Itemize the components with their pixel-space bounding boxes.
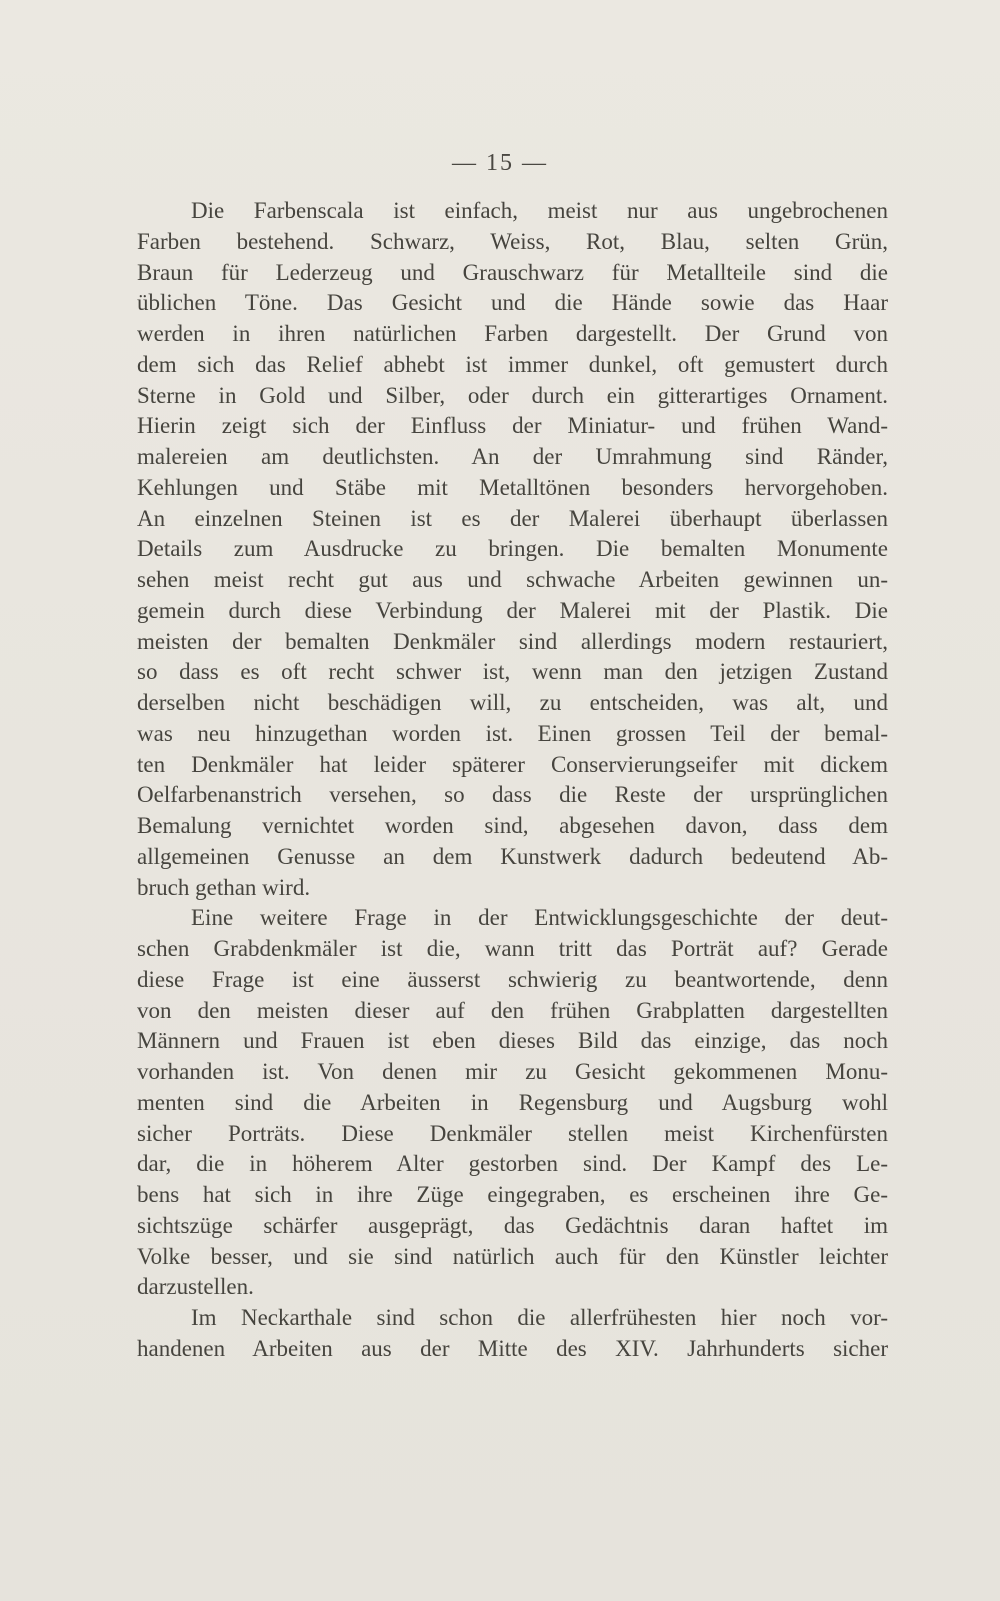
text-line: so dass es oft recht schwer ist, wenn man den jetzigen Zustand bbox=[137, 659, 888, 685]
text-line: von den meisten dieser auf den frühen Grabplatten dargestellten bbox=[137, 997, 888, 1023]
text-line: Oelfarbenanstrich versehen, so dass die Reste der ursprünglichen bbox=[137, 782, 888, 808]
text-line: dem sich das Relief abhebt ist immer dunkel, oft gemustert durch bbox=[137, 351, 888, 377]
text-line: allgemeinen Genusse an dem Kunstwerk dadurch bedeutend Ab- bbox=[137, 843, 888, 869]
text-line: was neu hinzugethan worden ist. Einen grossen Teil der bemal- bbox=[137, 720, 888, 746]
text-line: üblichen Töne. Das Gesicht und die Hände sowie das Haar bbox=[137, 290, 888, 316]
text-line: Bemalung vernichtet worden sind, abgesehen davon, dass dem bbox=[137, 813, 888, 838]
text-line: derselben nicht beschädigen will, zu entscheiden, was alt, und bbox=[137, 690, 888, 715]
text-line: bens hat sich in ihre Züge eingegraben, es erscheinen ihre Ge- bbox=[137, 1182, 888, 1207]
text-line: ten Denkmäler hat leider späterer Conservierungseifer mit dickem bbox=[137, 751, 888, 777]
text-line: Farben bestehend. Schwarz, Weiss, Rot, Blau, selten Grün, bbox=[137, 228, 888, 254]
text-line: diese Frage ist eine äusserst schwierig zu beantwortende, denn bbox=[137, 966, 888, 992]
text-line: vorhanden ist. Von denen mir zu Gesicht gekommenen Monu- bbox=[137, 1059, 888, 1084]
text-line: sicher Porträts. Diese Denkmäler stellen meist Kirchenfürsten bbox=[137, 1120, 888, 1146]
text-line: handenen Arbeiten aus der Mitte des XIV. Jahrhunderts sicher bbox=[137, 1335, 888, 1361]
text-line: gemein durch diese Verbindung der Malerei mit der Plastik. Die bbox=[137, 597, 888, 623]
paragraph-3 bbox=[137, 1303, 888, 1365]
text-line: Eine weitere Frage in der Entwicklungsgeschichte der deut- bbox=[191, 905, 888, 931]
body-text bbox=[137, 196, 888, 1365]
text-line: Sterne in Gold und Silber, oder durch ein gitterartiges Ornament. bbox=[137, 382, 888, 408]
text-line: meisten der bemalten Denkmäler sind allerdings modern restauriert, bbox=[137, 628, 888, 654]
text-line: darzustellen. bbox=[137, 1274, 254, 1300]
page-number: — 15 — bbox=[452, 150, 548, 176]
text-line: sehen meist recht gut aus und schwache Arbeiten gewinnen un- bbox=[137, 567, 888, 592]
text-line: malereien am deutlichsten. An der Umrahmung sind Ränder, bbox=[137, 444, 888, 469]
text-line: Die Farbenscala ist einfach, meist nur aus ungebrochenen bbox=[191, 198, 888, 223]
text-line: schen Grabdenkmäler ist die, wann tritt das Porträt auf? Gerade bbox=[137, 936, 888, 961]
text-line: Details zum Ausdrucke zu bringen. Die bemalten Monumente bbox=[137, 536, 888, 562]
text-line: Männern und Frauen ist eben dieses Bild das einzige, das noch bbox=[137, 1028, 888, 1054]
text-line: menten sind die Arbeiten in Regensburg und Augsburg wohl bbox=[137, 1089, 888, 1115]
paragraph-1 bbox=[137, 196, 888, 903]
text-line: An einzelnen Steinen ist es der Malerei überhaupt überlassen bbox=[137, 505, 888, 531]
text-line: dar, die in höherem Alter gestorben sind. Der Kampf des Le- bbox=[137, 1151, 888, 1177]
text-line: Kehlungen und Stäbe mit Metalltönen besonders hervorgehoben. bbox=[137, 474, 888, 500]
text-line: Braun für Lederzeug und Grauschwarz für Metallteile sind die bbox=[137, 259, 888, 285]
text-line: Volke besser, und sie sind natürlich auch für den Künstler leichter bbox=[137, 1243, 888, 1269]
text-line: bruch gethan wird. bbox=[137, 874, 311, 900]
text-line: werden in ihren natürlichen Farben dargestellt. Der Grund von bbox=[137, 321, 888, 346]
text-line: Hierin zeigt sich der Einfluss der Miniatur- und frühen Wand- bbox=[137, 413, 888, 439]
text-line: Im Neckarthale sind schon die allerfrühesten hier noch vor- bbox=[191, 1305, 888, 1330]
text-line: sichtszüge schärfer ausgeprägt, das Gedächtnis daran haftet im bbox=[137, 1212, 888, 1238]
paragraph-2 bbox=[137, 903, 888, 1303]
